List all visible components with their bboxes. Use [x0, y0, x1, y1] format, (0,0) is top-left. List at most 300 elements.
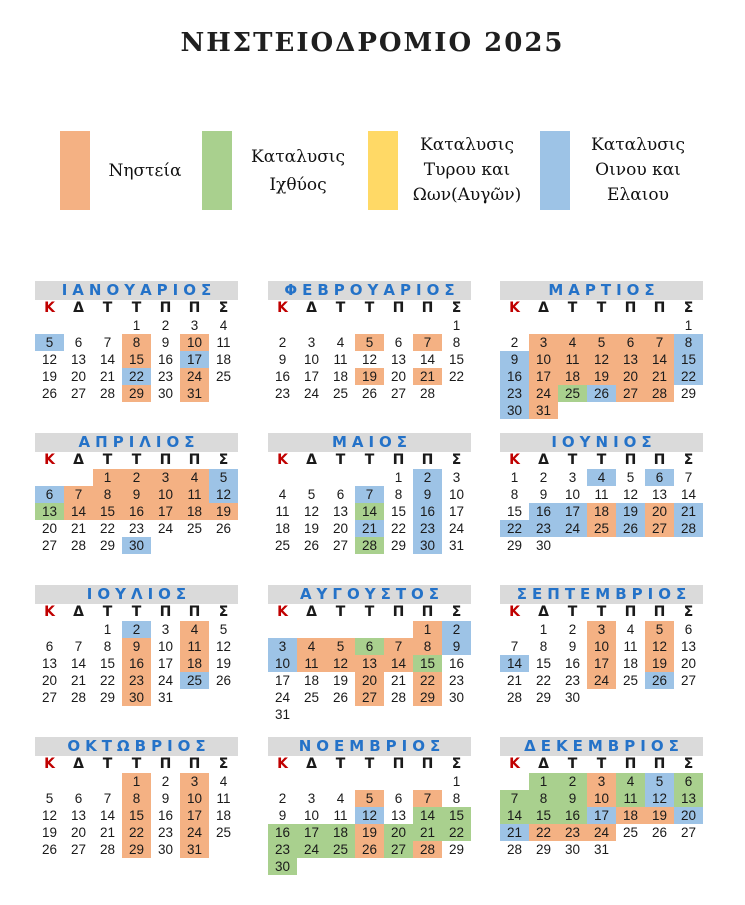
day-cell: 16 — [157, 808, 174, 823]
day-cell: 17 — [587, 807, 616, 824]
week-row — [35, 790, 238, 807]
day-cell: 29 — [535, 842, 552, 857]
empty-cell — [64, 621, 93, 638]
day-cell: 28 — [674, 520, 703, 537]
weekday-header-row — [35, 300, 238, 317]
day-cell: 21 — [413, 824, 442, 841]
week-row — [500, 351, 703, 368]
day-cell: 6 — [674, 773, 703, 790]
legend-label-fish — [240, 131, 356, 210]
empty-cell — [180, 689, 209, 706]
week-row — [500, 368, 703, 385]
day-cell: 5 — [626, 470, 635, 485]
month-name: ΔΕΚΕΜΒΡΙΟΣ — [500, 737, 703, 756]
week-row — [35, 385, 238, 402]
day-cell: 7 — [684, 470, 693, 485]
weekday-header: Π — [188, 604, 201, 620]
day-cell: 19 — [332, 673, 349, 688]
day-cell: 29 — [122, 841, 151, 858]
day-cell: 1 — [413, 621, 442, 638]
day-cell: 13 — [70, 352, 87, 367]
day-cell: 22 — [413, 672, 442, 689]
empty-cell — [209, 841, 238, 858]
day-cell: 28 — [70, 690, 87, 705]
week-row — [268, 824, 471, 841]
weekday-header: Π — [392, 756, 405, 772]
day-cell: 1 — [539, 622, 548, 637]
day-cell: 9 — [122, 486, 151, 503]
day-cell: 18 — [616, 807, 645, 824]
weekday-header: Κ — [44, 300, 55, 316]
day-cell: 20 — [674, 807, 703, 824]
day-cell: 21 — [506, 673, 523, 688]
day-cell: 18 — [622, 656, 639, 671]
day-cell: 24 — [558, 520, 587, 537]
day-cell: 24 — [157, 673, 174, 688]
day-cell: 26 — [215, 521, 232, 536]
week-row — [268, 858, 471, 875]
empty-cell — [151, 537, 180, 554]
day-cell: 2 — [510, 335, 519, 350]
day-cell: 24 — [587, 672, 616, 689]
month-block-9 — [500, 585, 703, 706]
day-cell: 12 — [587, 351, 616, 368]
weekday-header: Τ — [131, 300, 142, 316]
day-cell: 20 — [390, 369, 407, 384]
day-cell: 8 — [413, 638, 442, 655]
day-cell: 4 — [180, 621, 209, 638]
day-cell: 22 — [535, 673, 552, 688]
empty-cell — [268, 621, 297, 638]
day-cell: 11 — [623, 639, 638, 654]
legend-label-dairy — [405, 131, 529, 210]
day-cell: 12 — [215, 639, 232, 654]
day-cell: 24 — [180, 824, 209, 841]
week-row — [268, 790, 471, 807]
week-row — [35, 486, 238, 503]
legend-label-line: Καταλυσις — [251, 146, 345, 167]
day-cell: 13 — [680, 639, 697, 654]
empty-cell — [35, 317, 64, 334]
empty-cell — [413, 858, 442, 875]
day-cell: 3 — [587, 773, 616, 790]
day-cell: 25 — [622, 673, 639, 688]
day-cell: 26 — [645, 672, 674, 689]
day-cell: 8 — [510, 487, 519, 502]
empty-cell — [355, 773, 384, 790]
day-cell: 23 — [448, 673, 465, 688]
day-cell: 23 — [558, 824, 587, 841]
week-row — [35, 672, 238, 689]
weekday-header: Σ — [451, 300, 462, 316]
weekday-header: Τ — [102, 756, 113, 772]
day-cell: 26 — [41, 386, 58, 401]
empty-cell — [616, 537, 645, 554]
day-cell: 29 — [448, 842, 465, 857]
day-cell: 14 — [70, 656, 87, 671]
day-cell: 15 — [506, 504, 523, 519]
day-cell: 11 — [216, 791, 231, 806]
day-cell: 28 — [99, 842, 116, 857]
weekday-header: Τ — [364, 300, 375, 316]
weekday-header-row — [500, 756, 703, 773]
day-cell: 27 — [680, 673, 697, 688]
legend-label-line: Νηστεία — [108, 160, 182, 181]
day-cell: 23 — [500, 385, 529, 402]
day-cell: 6 — [394, 791, 403, 806]
weekday-header-row — [500, 300, 703, 317]
day-cell: 6 — [74, 335, 83, 350]
day-cell: 15 — [529, 807, 558, 824]
day-cell: 24 — [274, 690, 291, 705]
day-cell: 27 — [645, 520, 674, 537]
day-cell: 17 — [587, 655, 616, 672]
day-cell: 25 — [332, 386, 349, 401]
month-block-1 — [35, 281, 238, 402]
week-row — [500, 841, 703, 858]
empty-cell — [209, 385, 238, 402]
week-row — [500, 317, 703, 334]
empty-cell — [326, 858, 355, 875]
empty-cell — [355, 621, 384, 638]
day-cell: 8 — [122, 334, 151, 351]
week-row — [35, 638, 238, 655]
week-row — [35, 773, 238, 790]
weekday-header-row — [35, 604, 238, 621]
day-cell: 13 — [390, 808, 407, 823]
day-cell: 4 — [336, 335, 345, 350]
day-cell: 9 — [161, 335, 170, 350]
day-cell: 2 — [278, 791, 287, 806]
day-cell: 13 — [674, 790, 703, 807]
week-row — [268, 689, 471, 706]
day-cell: 17 — [303, 369, 320, 384]
day-cell: 30 — [157, 842, 174, 857]
weekday-header: Π — [421, 604, 434, 620]
day-cell: 6 — [355, 638, 384, 655]
day-cell: 19 — [355, 824, 384, 841]
legend-label-line: Ωων(Αυγῶν) — [412, 185, 522, 205]
day-cell: 2 — [161, 318, 170, 333]
day-cell: 17 — [151, 503, 180, 520]
day-cell: 7 — [500, 790, 529, 807]
empty-cell — [297, 469, 326, 486]
week-row — [268, 469, 471, 486]
day-cell: 10 — [529, 351, 558, 368]
day-cell: 29 — [413, 689, 442, 706]
day-cell: 25 — [274, 538, 291, 553]
month-name: ΑΠΡΙΛΙΟΣ — [35, 433, 238, 452]
day-cell: 27 — [332, 538, 349, 553]
day-cell: 15 — [122, 807, 151, 824]
day-cell: 27 — [680, 825, 697, 840]
week-row — [500, 824, 703, 841]
day-cell: 18 — [215, 808, 232, 823]
day-cell: 3 — [307, 791, 316, 806]
day-cell: 13 — [390, 352, 407, 367]
weekday-header: Σ — [218, 756, 229, 772]
day-cell: 15 — [122, 351, 151, 368]
day-cell: 2 — [442, 621, 471, 638]
day-cell: 26 — [651, 825, 668, 840]
legend-swatch-fish — [202, 131, 232, 210]
empty-cell — [674, 689, 703, 706]
day-cell: 1 — [122, 773, 151, 790]
day-cell: 20 — [70, 825, 87, 840]
day-cell: 23 — [274, 386, 291, 401]
day-cell: 15 — [535, 656, 552, 671]
day-cell: 15 — [674, 351, 703, 368]
day-cell: 11 — [333, 808, 348, 823]
day-cell: 8 — [529, 790, 558, 807]
day-cell: 16 — [558, 807, 587, 824]
day-cell: 28 — [506, 842, 523, 857]
day-cell: 3 — [452, 470, 461, 485]
day-cell: 12 — [355, 807, 384, 824]
day-cell: 16 — [564, 656, 581, 671]
day-cell: 18 — [558, 368, 587, 385]
weekday-header: Τ — [364, 756, 375, 772]
day-cell: 2 — [122, 469, 151, 486]
day-cell: 18 — [274, 521, 291, 536]
week-row — [35, 317, 238, 334]
day-cell: 5 — [587, 334, 616, 351]
weekday-header: Δ — [538, 300, 549, 316]
weekday-header: Π — [624, 300, 637, 316]
week-row — [35, 520, 238, 537]
day-cell: 5 — [645, 621, 674, 638]
empty-cell — [616, 317, 645, 334]
calendar-title: ΝΗΣΤΕΙΟΔΡΟΜΙΟ 2025 — [180, 28, 565, 58]
day-cell: 10 — [587, 790, 616, 807]
weekday-header: Κ — [277, 604, 288, 620]
day-cell: 26 — [616, 520, 645, 537]
day-cell: 26 — [361, 386, 378, 401]
day-cell: 15 — [390, 504, 407, 519]
day-cell: 7 — [103, 335, 112, 350]
day-cell: 21 — [70, 521, 87, 536]
day-cell: 1 — [103, 622, 112, 637]
legend-label-line: Καταλυσις — [591, 135, 685, 155]
legend-swatch-fasting — [60, 131, 90, 210]
empty-cell — [268, 469, 297, 486]
week-row — [268, 385, 471, 402]
day-cell: 5 — [45, 791, 54, 806]
weekday-header: Τ — [596, 756, 607, 772]
empty-cell — [500, 621, 529, 638]
day-cell: 30 — [564, 690, 581, 705]
day-cell: 10 — [303, 352, 320, 367]
month-block-5 — [268, 433, 471, 554]
day-cell: 4 — [626, 622, 635, 637]
day-cell: 3 — [568, 470, 577, 485]
empty-cell — [616, 689, 645, 706]
empty-cell — [674, 841, 703, 858]
week-row — [268, 334, 471, 351]
weekday-header: Σ — [451, 452, 462, 468]
day-cell: 24 — [180, 368, 209, 385]
weekday-header: Τ — [596, 604, 607, 620]
day-cell: 23 — [157, 825, 174, 840]
day-cell: 26 — [215, 673, 232, 688]
empty-cell — [355, 317, 384, 334]
day-cell: 29 — [99, 538, 116, 553]
week-row — [500, 537, 703, 554]
day-cell: 3 — [529, 334, 558, 351]
day-cell: 26 — [303, 538, 320, 553]
legend-label-oil-wine — [580, 131, 696, 210]
month-name: ΙΟΥΛΙΟΣ — [35, 585, 238, 604]
day-cell: 27 — [390, 386, 407, 401]
day-cell: 12 — [41, 808, 58, 823]
empty-cell — [413, 317, 442, 334]
empty-cell — [674, 537, 703, 554]
day-cell: 4 — [219, 774, 228, 789]
day-cell: 24 — [297, 841, 326, 858]
day-cell: 4 — [278, 487, 287, 502]
day-cell: 30 — [448, 690, 465, 705]
day-cell: 10 — [448, 487, 465, 502]
day-cell: 19 — [41, 825, 58, 840]
day-cell: 17 — [274, 673, 291, 688]
week-row — [500, 520, 703, 537]
week-row — [35, 807, 238, 824]
empty-cell — [529, 317, 558, 334]
day-cell: 3 — [161, 622, 170, 637]
day-cell: 9 — [442, 638, 471, 655]
day-cell: 19 — [41, 369, 58, 384]
empty-cell — [442, 858, 471, 875]
day-cell: 10 — [180, 790, 209, 807]
day-cell: 13 — [35, 503, 64, 520]
weekday-header: Τ — [335, 756, 346, 772]
day-cell: 27 — [384, 841, 413, 858]
weekday-header: Π — [421, 452, 434, 468]
day-cell: 21 — [355, 520, 384, 537]
day-cell: 14 — [99, 352, 116, 367]
day-cell: 10 — [268, 655, 297, 672]
week-row — [35, 621, 238, 638]
month-block-12 — [500, 737, 703, 858]
day-cell: 2 — [568, 622, 577, 637]
day-cell: 22 — [529, 824, 558, 841]
empty-cell — [355, 706, 384, 723]
day-cell: 1 — [529, 773, 558, 790]
week-row — [35, 537, 238, 554]
day-cell: 26 — [587, 385, 616, 402]
empty-cell — [413, 773, 442, 790]
day-cell: 6 — [394, 335, 403, 350]
weekday-header: Σ — [683, 604, 694, 620]
week-row — [500, 807, 703, 824]
day-cell: 3 — [190, 318, 199, 333]
day-cell: 28 — [506, 690, 523, 705]
day-cell: 22 — [122, 368, 151, 385]
day-cell: 23 — [157, 369, 174, 384]
day-cell: 25 — [215, 825, 232, 840]
day-cell: 23 — [564, 673, 581, 688]
day-cell: 1 — [452, 318, 461, 333]
day-cell: 23 — [413, 520, 442, 537]
day-cell: 24 — [529, 385, 558, 402]
day-cell: 27 — [70, 842, 87, 857]
day-cell: 28 — [99, 386, 116, 401]
weekday-header: Κ — [44, 452, 55, 468]
day-cell: 1 — [452, 774, 461, 789]
day-cell: 31 — [274, 707, 291, 722]
weekday-header: Τ — [567, 604, 578, 620]
week-row — [500, 790, 703, 807]
day-cell: 29 — [122, 385, 151, 402]
day-cell: 12 — [41, 352, 58, 367]
week-row — [500, 655, 703, 672]
day-cell: 22 — [122, 824, 151, 841]
weekday-header: Π — [624, 452, 637, 468]
day-cell: 14 — [500, 807, 529, 824]
weekday-header: Π — [653, 300, 666, 316]
day-cell: 5 — [307, 487, 316, 502]
weekday-header: Τ — [131, 452, 142, 468]
empty-cell — [209, 537, 238, 554]
weekday-header: Κ — [509, 604, 520, 620]
day-cell: 3 — [587, 621, 616, 638]
day-cell: 6 — [45, 639, 54, 654]
day-cell: 8 — [93, 486, 122, 503]
week-row — [35, 689, 238, 706]
empty-cell — [297, 706, 326, 723]
day-cell: 30 — [268, 858, 297, 875]
day-cell: 7 — [64, 486, 93, 503]
day-cell: 19 — [303, 521, 320, 536]
weekday-header-row — [268, 300, 471, 317]
day-cell: 23 — [268, 841, 297, 858]
week-row — [268, 773, 471, 790]
day-cell: 8 — [394, 487, 403, 502]
day-cell: 28 — [413, 841, 442, 858]
day-cell: 4 — [336, 791, 345, 806]
day-cell: 4 — [180, 469, 209, 486]
empty-cell — [413, 706, 442, 723]
day-cell: 29 — [390, 538, 407, 553]
day-cell: 10 — [157, 639, 174, 654]
day-cell: 27 — [41, 690, 58, 705]
week-row — [35, 655, 238, 672]
day-cell: 20 — [332, 521, 349, 536]
day-cell: 10 — [564, 487, 581, 502]
day-cell: 31 — [180, 841, 209, 858]
day-cell: 30 — [535, 538, 552, 553]
day-cell: 1 — [684, 318, 693, 333]
weekday-header: Δ — [306, 452, 317, 468]
day-cell: 11 — [275, 504, 290, 519]
weekday-header: Κ — [277, 300, 288, 316]
empty-cell — [384, 858, 413, 875]
day-cell: 20 — [616, 368, 645, 385]
empty-cell — [587, 537, 616, 554]
weekday-header: Τ — [364, 452, 375, 468]
day-cell: 23 — [122, 672, 151, 689]
day-cell: 14 — [355, 503, 384, 520]
week-row — [500, 469, 703, 486]
month-name: ΜΑΡΤΙΟΣ — [500, 281, 703, 300]
weekday-header: Σ — [683, 756, 694, 772]
day-cell: 21 — [70, 673, 87, 688]
day-cell: 26 — [41, 842, 58, 857]
empty-cell — [297, 858, 326, 875]
day-cell: 8 — [452, 335, 461, 350]
empty-cell — [500, 773, 529, 790]
weekday-header: Σ — [683, 300, 694, 316]
